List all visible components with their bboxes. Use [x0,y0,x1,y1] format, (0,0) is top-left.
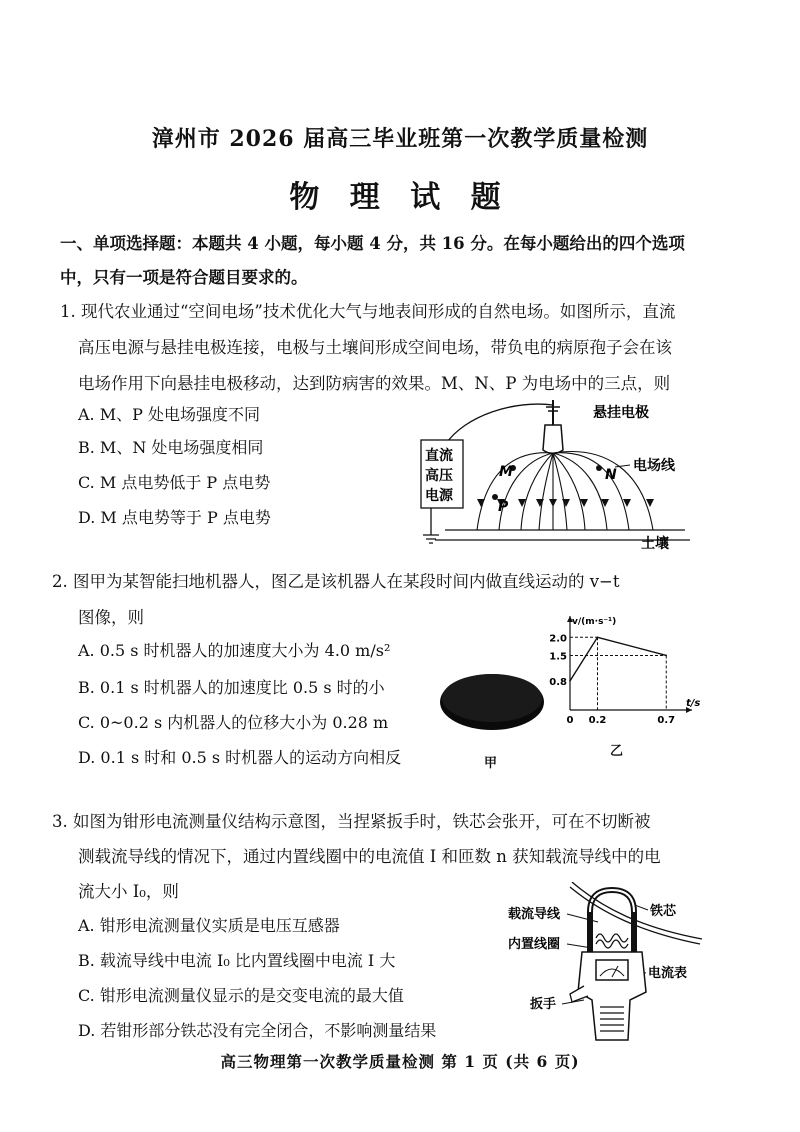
q3-stem-line2: 测载流导线的情况下，通过内置线圈中的电流值 I 和匝数 n 获知载流导线中的电 [78,847,661,866]
x-tick-label: 0.2 [588,715,607,726]
chart-guides [570,637,666,710]
q2-stem-line2: 图像，则 [78,608,144,627]
section-heading-line2: 中，只有一项是符合题目要求的。 [60,268,308,287]
point-n-label: N [605,467,617,483]
robot-vacuum-image [432,662,552,752]
inner-coil [596,934,628,948]
q3-stem-line1: 3. 如图为钳形电流测量仪结构示意图，当捏紧扳手时，铁芯会张开，可在不切断被 [52,812,651,831]
field-label: 电场线 [633,458,675,474]
y-tick-label: 2.0 [549,633,567,645]
coil-label: 内置线圈 [508,937,561,952]
meter-label: 电流表 [648,966,688,981]
q1-stem-line2: 高压电源与悬挂电极连接，电极与土壤间形成空间电场，带负电的病原孢子会在该 [78,338,672,357]
y-axis-label: v/(m·s⁻¹) [572,617,617,627]
source-label-2: 高压 [425,468,453,484]
source-label-1: 直流 [425,448,453,464]
q3-stem-line3: 流大小 I₀，则 [78,882,179,901]
connecting-wire [445,404,553,445]
vt-point-0 [569,680,571,682]
exam-subtitle: 物 理 试 题 [289,180,511,215]
q2-stem-line1: 2. 图甲为某智能扫地机器人，图乙是该机器人在某段时间内做直线运动的 v−t [52,572,620,591]
x-tick-label: 0.7 [657,715,676,726]
q2-option-a: A. 0.5 s 时机器人的加速度大小为 4.0 m/s² [78,641,391,660]
vt-chart [540,612,700,732]
electrode-label: 悬挂电极 [593,405,649,421]
section-heading-line1: 一、单项选择题：本题共 4 小题，每小题 4 分，共 16 分。在每小题给出的四个选项 [60,234,685,253]
q2-option-d: D. 0.1 s 时和 0.5 s 时机器人的运动方向相反 [78,748,402,767]
q2-option-b: B. 0.1 s 时机器人的加速度比 0.5 s 时的小 [78,678,385,697]
q1-stem-line1: 1. 现代农业通过“空间电场”技术优化大气与地表间形成的自然电场。如图所示，直流 [60,302,676,321]
q1-option-c: C. M 点电势低于 P 点电势 [78,473,271,492]
q1-option-b: B. M、N 处电场强度相同 [78,438,264,457]
ground-symbol [423,535,439,543]
robot-top [442,674,542,722]
y-tick-label: 1.5 [549,651,567,663]
q1-option-d: D. M 点电势等于 P 点电势 [78,508,271,527]
vt-point-2 [665,655,667,657]
chart-series [569,636,667,681]
point-m-label: M [499,464,513,480]
q3-option-d: D. 若钳形部分铁芯没有完全闭合，不影响测量结果 [78,1021,437,1040]
x-tick-label: 0 [566,715,574,726]
q1-field-diagram [405,395,705,550]
x-axis-label: t/s [686,698,700,709]
page-footer: 高三物理第一次教学质量检测 第 1 页 (共 6 页) [220,1052,580,1071]
core-label: 铁芯 [650,904,677,919]
fig-yi-label: 乙 [610,744,624,759]
q3-option-c: C. 钳形电流测量仪显示的是交变电流的最大值 [78,986,404,1005]
y-tick-label: 0.8 [549,676,567,688]
vt-point-1 [597,636,599,638]
vt-series-line [570,637,666,681]
point-n [596,465,602,471]
point-p-label: P [498,499,509,515]
q3-option-b: B. 载流导线中电流 I₀ 比内置线圈中电流 I 大 [78,951,396,970]
wire-label: 载流导线 [508,907,561,922]
q1-stem-line3: 电场作用下向悬挂电极移动，达到防病害的效果。M、N、P 为电场中的三点，则 [78,374,671,393]
electrode-body [543,425,563,454]
source-label-3: 电源 [425,488,453,504]
soil-label: 土壤 [641,536,669,550]
handle-label: 扳手 [530,997,557,1012]
chart-axes [567,616,692,713]
q1-option-a: A. M、P 处电场强度不同 [78,405,260,424]
q2-option-c: C. 0~0.2 s 内机器人的位移大小为 0.28 m [78,713,389,732]
exam-title: 漳州市 2026 届高三毕业班第一次教学质量检测 [151,126,649,152]
fig-jia-label: 甲 [484,756,498,771]
q3-option-a: A. 钳形电流测量仪实质是电压互感器 [78,916,340,935]
clamp-meter-diagram [500,882,720,1042]
